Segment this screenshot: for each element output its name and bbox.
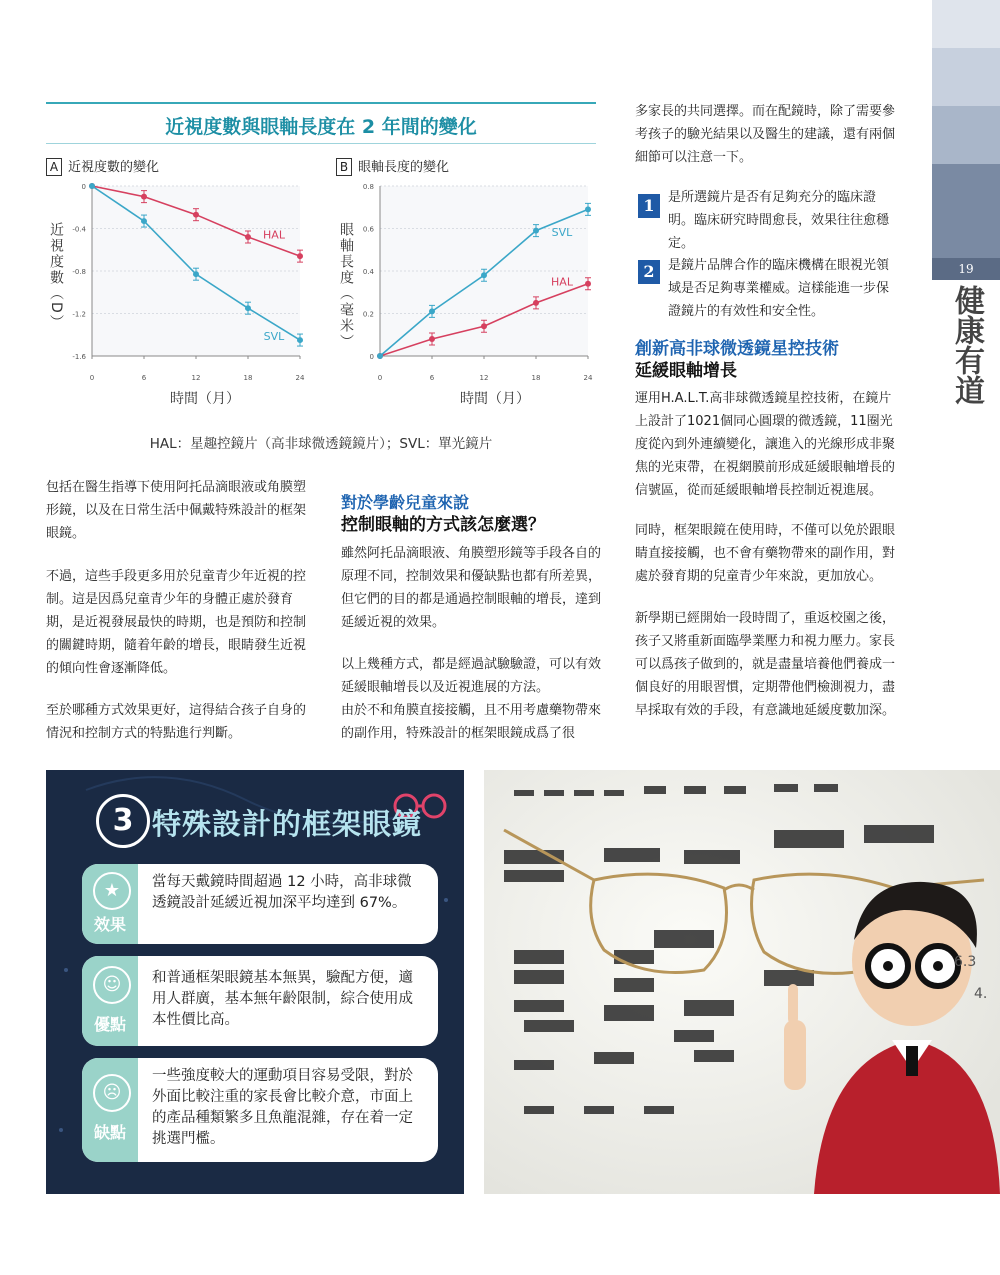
chart-bottom-rule <box>46 143 596 144</box>
data-point <box>245 305 251 311</box>
item-2-number: 2 <box>638 260 660 284</box>
data-point <box>481 272 487 278</box>
card-effect <box>82 864 438 944</box>
photo-chart-mark-2: 4. <box>974 986 988 1002</box>
series-label: HAL <box>263 228 285 242</box>
item-2-text: 是鏡片品牌合作的臨床機構在眼視光領域是否足夠專業權威。這樣能進一步保證鏡片的有效性和安全性。 <box>668 258 890 319</box>
data-point <box>533 300 539 306</box>
data-point <box>193 212 199 218</box>
y-tick-label: 0 <box>81 183 86 191</box>
page-number: 19 <box>932 258 1000 280</box>
y-tick-label: -0.4 <box>72 225 86 234</box>
photo-chart-mark-1: 6.3 <box>954 954 977 970</box>
smile-face-icon: ☺ <box>93 966 131 1004</box>
col3-paragraph-4: 新學期已經開始一段時間了，重返校園之後，孩子又將重新面臨學業壓力和視力壓力。家長可以爲孩子做到的，就是盡量培養他們養成一個良好的用眼習慣，定期帶他們檢測視力，盡早採取有效的手段，有意識地延緩度數加深。 <box>635 611 896 718</box>
x-tick-label: 18 <box>243 374 253 382</box>
infographic-panel <box>46 770 464 1194</box>
series-label: SVL <box>263 330 285 344</box>
card-disadvantage-text: 一些強度較大的運動項目容易受限，對於外面比較注重的家長會比較介意，市面上的產品種類繁多且魚龍混雜，存在着一定挑選門檻。 <box>152 1068 413 1147</box>
panel-a-label <box>46 156 159 176</box>
data-point <box>377 353 383 359</box>
card-disadvantage <box>82 1058 438 1162</box>
col1-paragraph-2: 不過，這些手段更多用於兒童青少年近視的控制。這是因爲兒童青少年的身體正處於發育期，是近視發展最快的時期，也是預防和控制的關鍵時期，隨着年齡的增長，眼睛發生近視的傾向性會逐漸降低。 <box>46 569 307 676</box>
series-label: SVL <box>551 226 573 239</box>
col2-heading-line2: 控制眼軸的方式該怎麼選？ <box>341 515 545 535</box>
item-1-text: 是所選鏡片是否有足夠充分的臨床證明。臨床研究時間愈長，效果往往愈穩定。 <box>668 190 890 251</box>
y-tick-label: 0.4 <box>362 268 374 276</box>
x-tick-label: 6 <box>429 374 435 382</box>
star-icon: ★ <box>93 872 131 910</box>
data-point <box>533 228 539 234</box>
x-tick-label: 12 <box>479 374 489 382</box>
panel-b-title: 眼軸長度的變化 <box>358 160 450 175</box>
col3-heading-line2: 延緩眼軸增長 <box>635 361 737 381</box>
y-tick-label: 0.2 <box>362 310 374 319</box>
col2-paragraph-1: 雖然阿托品滴眼液、角膜塑形鏡等手段各自的原理不同，控制效果和優缺點也都有所差異，但它們的目的都是通過控制眼軸的增長，達到延緩近視的效果。 <box>341 546 602 630</box>
y-tick-label: 0.6 <box>362 225 374 234</box>
data-point <box>141 218 147 224</box>
x-tick-label: 0 <box>89 374 95 382</box>
panel-a-ylabel: 近視度數（D） <box>48 222 64 331</box>
panel-b-ylabel: 眼軸長度（毫米） <box>338 222 354 350</box>
data-point <box>193 271 199 277</box>
x-tick-label: 6 <box>141 374 147 382</box>
chart-top-rule <box>46 102 596 104</box>
y-tick-label: 0 <box>369 353 374 361</box>
myopia-chart <box>60 176 310 386</box>
card-advantage-tag: 優點 <box>93 1015 126 1034</box>
x-tick-label: 18 <box>531 374 541 382</box>
series-label: HAL <box>551 275 573 289</box>
card-effect-text: 當每天戴鏡時間超過 12 小時，高非球微透鏡設計延緩近視加深平均達到 67%。 <box>152 874 412 911</box>
card-advantage <box>82 956 438 1046</box>
y-tick-label: 0.8 <box>362 183 374 191</box>
photo-illustration <box>484 770 1000 1194</box>
card-advantage-text: 和普通框架眼鏡基本無異，驗配方便，適用人群廣，基本無年齡限制，綜合使用成本性價比高。 <box>152 970 413 1028</box>
x-tick-label: 12 <box>191 374 201 382</box>
side-tab-segment <box>932 48 1000 106</box>
data-point <box>429 336 435 342</box>
panel-a-xlabel: 時間（月） <box>170 391 240 407</box>
y-tick-label: -0.8 <box>72 268 86 276</box>
data-point <box>429 308 435 314</box>
panel-b-box: B <box>336 158 352 176</box>
col3-paragraph-1: 多家長的共同選擇。而在配鏡時，除了需要參考孩子的驗光結果以及醫生的建議，還有兩個細節可以注意一下。 <box>635 104 896 165</box>
col2-heading-line1: 對於學齡兒童來說 <box>341 493 470 512</box>
data-point <box>141 194 147 200</box>
section-title: 健康有道 <box>949 285 984 405</box>
infographic-title: 特殊設計的框架眼鏡 <box>152 807 423 841</box>
col3-heading-line1: 創新高非球微透鏡星控技術 <box>635 339 839 359</box>
col1-paragraph-1: 包括在醫生指導下使用阿托品滴眼液或角膜塑形鏡，以及在日常生活中佩戴特殊設計的框架眼鏡。 <box>46 480 307 541</box>
chart-legend-note: HAL：星趣控鏡片（高非球微透鏡鏡片）；SVL：單光鏡片 <box>149 436 493 452</box>
item-1-number: 1 <box>638 194 660 218</box>
panel-b-label <box>336 156 449 176</box>
infographic-number: 3 <box>96 794 150 848</box>
data-point <box>245 234 251 240</box>
boy-eye-chart-photo <box>484 770 1000 1194</box>
col1-paragraph-3: 至於哪種方式效果更好，這得結合孩子自身的情況和控制方式的特點進行判斷。 <box>46 703 307 741</box>
col2-heading <box>341 492 611 536</box>
panel-b-xlabel: 時間（月） <box>460 391 530 407</box>
panel-a-title: 近視度數的變化 <box>68 160 160 175</box>
data-point <box>89 183 95 189</box>
data-point <box>585 206 591 212</box>
y-tick-label: -1.6 <box>72 353 86 361</box>
col2-paragraph-2: 以上幾種方式，都是經過試驗驗證，可以有效延緩眼軸增長以及近視進展的方法。 <box>341 657 602 695</box>
y-tick-label: -1.2 <box>72 310 86 319</box>
data-point <box>481 323 487 329</box>
col2-paragraph-3: 由於不和角膜直接接觸，且不用考慮藥物帶來的副作用，特殊設計的框架眼鏡成爲了很 <box>341 703 602 741</box>
side-tab-segment <box>932 0 1000 48</box>
data-point <box>585 281 591 287</box>
col3-paragraph-3: 同時，框架眼鏡在使用時，不僅可以免於跟眼睛直接接觸，也不會有藥物帶來的副作用，對處於發育期的兒童青少年來說，更加放心。 <box>635 523 896 584</box>
x-tick-label: 24 <box>295 374 305 382</box>
panel-a-box: A <box>46 158 62 176</box>
side-tab-segment <box>932 106 1000 164</box>
col3-paragraph-2: 運用H.A.L.T.高非球微透鏡星控技術，在鏡片上設計了1021個同心圓環的微透鏡，11圈光度從內到外連續變化，讓進入的光線形成非聚焦的光束帶，在視網膜前形成延緩眼軸增長的信號區，從而延緩眼軸增長控制近視進展。 <box>635 391 896 498</box>
sad-face-icon: ☹ <box>93 1074 131 1112</box>
x-tick-label: 24 <box>583 374 593 382</box>
data-point <box>297 253 303 259</box>
data-point <box>297 337 303 343</box>
card-disadvantage-tag: 缺點 <box>93 1123 126 1142</box>
axial-length-chart <box>348 176 598 386</box>
col3-heading <box>635 338 905 382</box>
chart-title: 近視度數與眼軸長度在 2 年間的變化 <box>165 116 477 138</box>
side-tab-segment <box>932 164 1000 258</box>
card-effect-tag: 效果 <box>93 915 126 934</box>
x-tick-label: 0 <box>377 374 383 382</box>
